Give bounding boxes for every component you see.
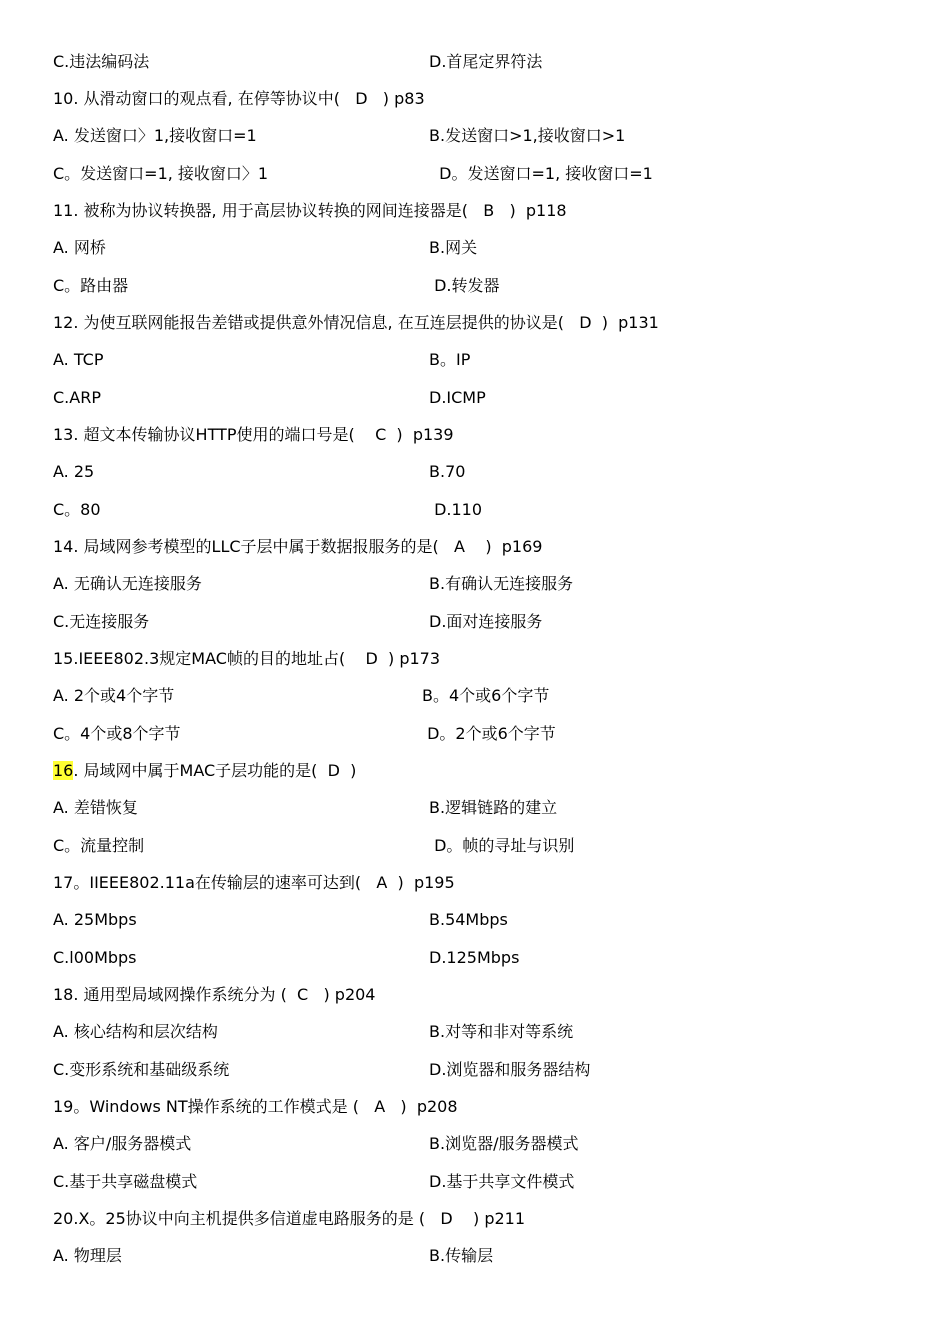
- question-number: 20: [53, 1209, 74, 1228]
- option-line: [0, 836, 950, 873]
- option-line: [0, 724, 950, 761]
- option-line: [0, 52, 950, 89]
- option-right: D.浏览器和服务器结构: [429, 1060, 591, 1079]
- option-line: [0, 238, 950, 275]
- option-line: [0, 164, 950, 201]
- option-line: [0, 1172, 950, 1209]
- option-left: C。发送窗口=1, 接收窗口〉1: [53, 164, 269, 183]
- option-left: A. 核心结构和层次结构: [53, 1022, 218, 1041]
- option-left: C.l00Mbps: [53, 948, 137, 967]
- option-line: [0, 612, 950, 649]
- question-line: [0, 873, 950, 910]
- question-number: 15: [53, 649, 74, 668]
- option-line: [0, 500, 950, 537]
- question-text: 15.IEEE802.3规定MAC帧的目的地址占( D ) p173: [53, 649, 441, 668]
- question-number-highlighted: 16: [53, 761, 74, 780]
- option-line: [0, 388, 950, 425]
- option-line: [0, 948, 950, 985]
- option-line: [0, 686, 950, 723]
- question-number: 19: [53, 1097, 74, 1116]
- option-line: [0, 1134, 950, 1171]
- option-right: D.转发器: [429, 276, 500, 295]
- option-left: A. 25Mbps: [53, 910, 137, 929]
- question-line: [0, 761, 950, 798]
- question-line: [0, 313, 950, 350]
- question-line: [0, 425, 950, 462]
- question-number: 10: [53, 89, 74, 108]
- question-number: 18: [53, 985, 74, 1004]
- option-left: A. TCP: [53, 350, 104, 369]
- question-text: 19。Windows NT操作系统的工作模式是 ( A ) p208: [53, 1097, 458, 1116]
- option-right: D.125Mbps: [429, 948, 520, 967]
- question-text: 10. 从滑动窗口的观点看, 在停等协议中( D ) p83: [53, 89, 425, 108]
- question-number: 14: [53, 537, 74, 556]
- question-text: 16. 局域网中属于MAC子层功能的是( D ): [53, 761, 357, 780]
- question-text: 20.X。25协议中向主机提供多信道虚电路服务的是 ( D ) p211: [53, 1209, 526, 1228]
- option-right: D。发送窗口=1, 接收窗口=1: [429, 164, 653, 183]
- option-left: A. 差错恢复: [53, 798, 138, 817]
- question-line: [0, 201, 950, 238]
- option-left: C。80: [53, 500, 101, 519]
- option-line: [0, 350, 950, 387]
- question-line: [0, 1209, 950, 1246]
- option-line: [0, 462, 950, 499]
- question-line: [0, 537, 950, 574]
- option-left: C。流量控制: [53, 836, 145, 855]
- option-line: [0, 126, 950, 163]
- option-left: A. 物理层: [53, 1246, 122, 1265]
- option-right: B.对等和非对等系统: [429, 1022, 574, 1041]
- question-number: 17: [53, 873, 74, 892]
- option-left: A. 无确认无连接服务: [53, 574, 202, 593]
- option-right: B.逻辑链路的建立: [429, 798, 558, 817]
- option-left: C.基于共享磁盘模式: [53, 1172, 198, 1191]
- option-left: C。4个或8个字节: [53, 724, 181, 743]
- option-left: A. 网桥: [53, 238, 106, 257]
- option-right: B.54Mbps: [429, 910, 508, 929]
- question-line: [0, 649, 950, 686]
- option-line: [0, 276, 950, 313]
- option-right: D.基于共享文件模式: [429, 1172, 575, 1191]
- question-line: [0, 89, 950, 126]
- option-right: D.110: [429, 500, 483, 519]
- option-line: [0, 1022, 950, 1059]
- question-text: 17。IIEEE802.11a在传输层的速率可达到( A ) p195: [53, 873, 455, 892]
- question-text: 18. 通用型局域网操作系统分为 ( C ) p204: [53, 985, 376, 1004]
- option-left: C.ARP: [53, 388, 101, 407]
- option-left: A. 25: [53, 462, 95, 481]
- question-line: [0, 1097, 950, 1134]
- option-right: B.传输层: [429, 1246, 494, 1265]
- option-right: D。2个或6个字节: [422, 724, 556, 743]
- option-right: B.发送窗口>1,接收窗口>1: [429, 126, 626, 145]
- question-line: [0, 985, 950, 1022]
- question-text: 12. 为使互联网能报告差错或提供意外情况信息, 在互连层提供的协议是( D ) p131: [53, 313, 659, 332]
- option-right: D。帧的寻址与识别: [429, 836, 575, 855]
- option-right: D.首尾定界符法: [429, 52, 543, 71]
- option-left: A. 发送窗口〉1,接收窗口=1: [53, 126, 257, 145]
- option-right: B。IP: [429, 350, 471, 369]
- option-right: B.浏览器/服务器模式: [429, 1134, 579, 1153]
- question-number: 12: [53, 313, 74, 332]
- option-right: D.ICMP: [429, 388, 486, 407]
- question-number: 13: [53, 425, 74, 444]
- option-right: D.面对连接服务: [429, 612, 543, 631]
- option-line: [0, 910, 950, 947]
- option-left: C.违法编码法: [53, 52, 150, 71]
- option-line: [0, 1060, 950, 1097]
- option-line: [0, 1246, 950, 1283]
- question-number: 11: [53, 201, 74, 220]
- option-left: C.无连接服务: [53, 612, 150, 631]
- option-left: C.变形系统和基础级系统: [53, 1060, 230, 1079]
- option-right: B.70: [429, 462, 466, 481]
- option-line: [0, 574, 950, 611]
- option-right: B.网关: [429, 238, 478, 257]
- option-left: A. 2个或4个字节: [53, 686, 175, 705]
- option-left: C。路由器: [53, 276, 129, 295]
- question-text: 13. 超文本传输协议HTTP使用的端口号是( C ) p139: [53, 425, 454, 444]
- option-left: A. 客户/服务器模式: [53, 1134, 192, 1153]
- question-text: 11. 被称为协议转换器, 用于高层协议转换的网间连接器是( B ) p118: [53, 201, 567, 220]
- option-right: B。4个或6个字节: [422, 686, 550, 705]
- question-text: 14. 局域网参考模型的LLC子层中属于数据报服务的是( A ) p169: [53, 537, 543, 556]
- option-right: B.有确认无连接服务: [429, 574, 574, 593]
- option-line: [0, 798, 950, 835]
